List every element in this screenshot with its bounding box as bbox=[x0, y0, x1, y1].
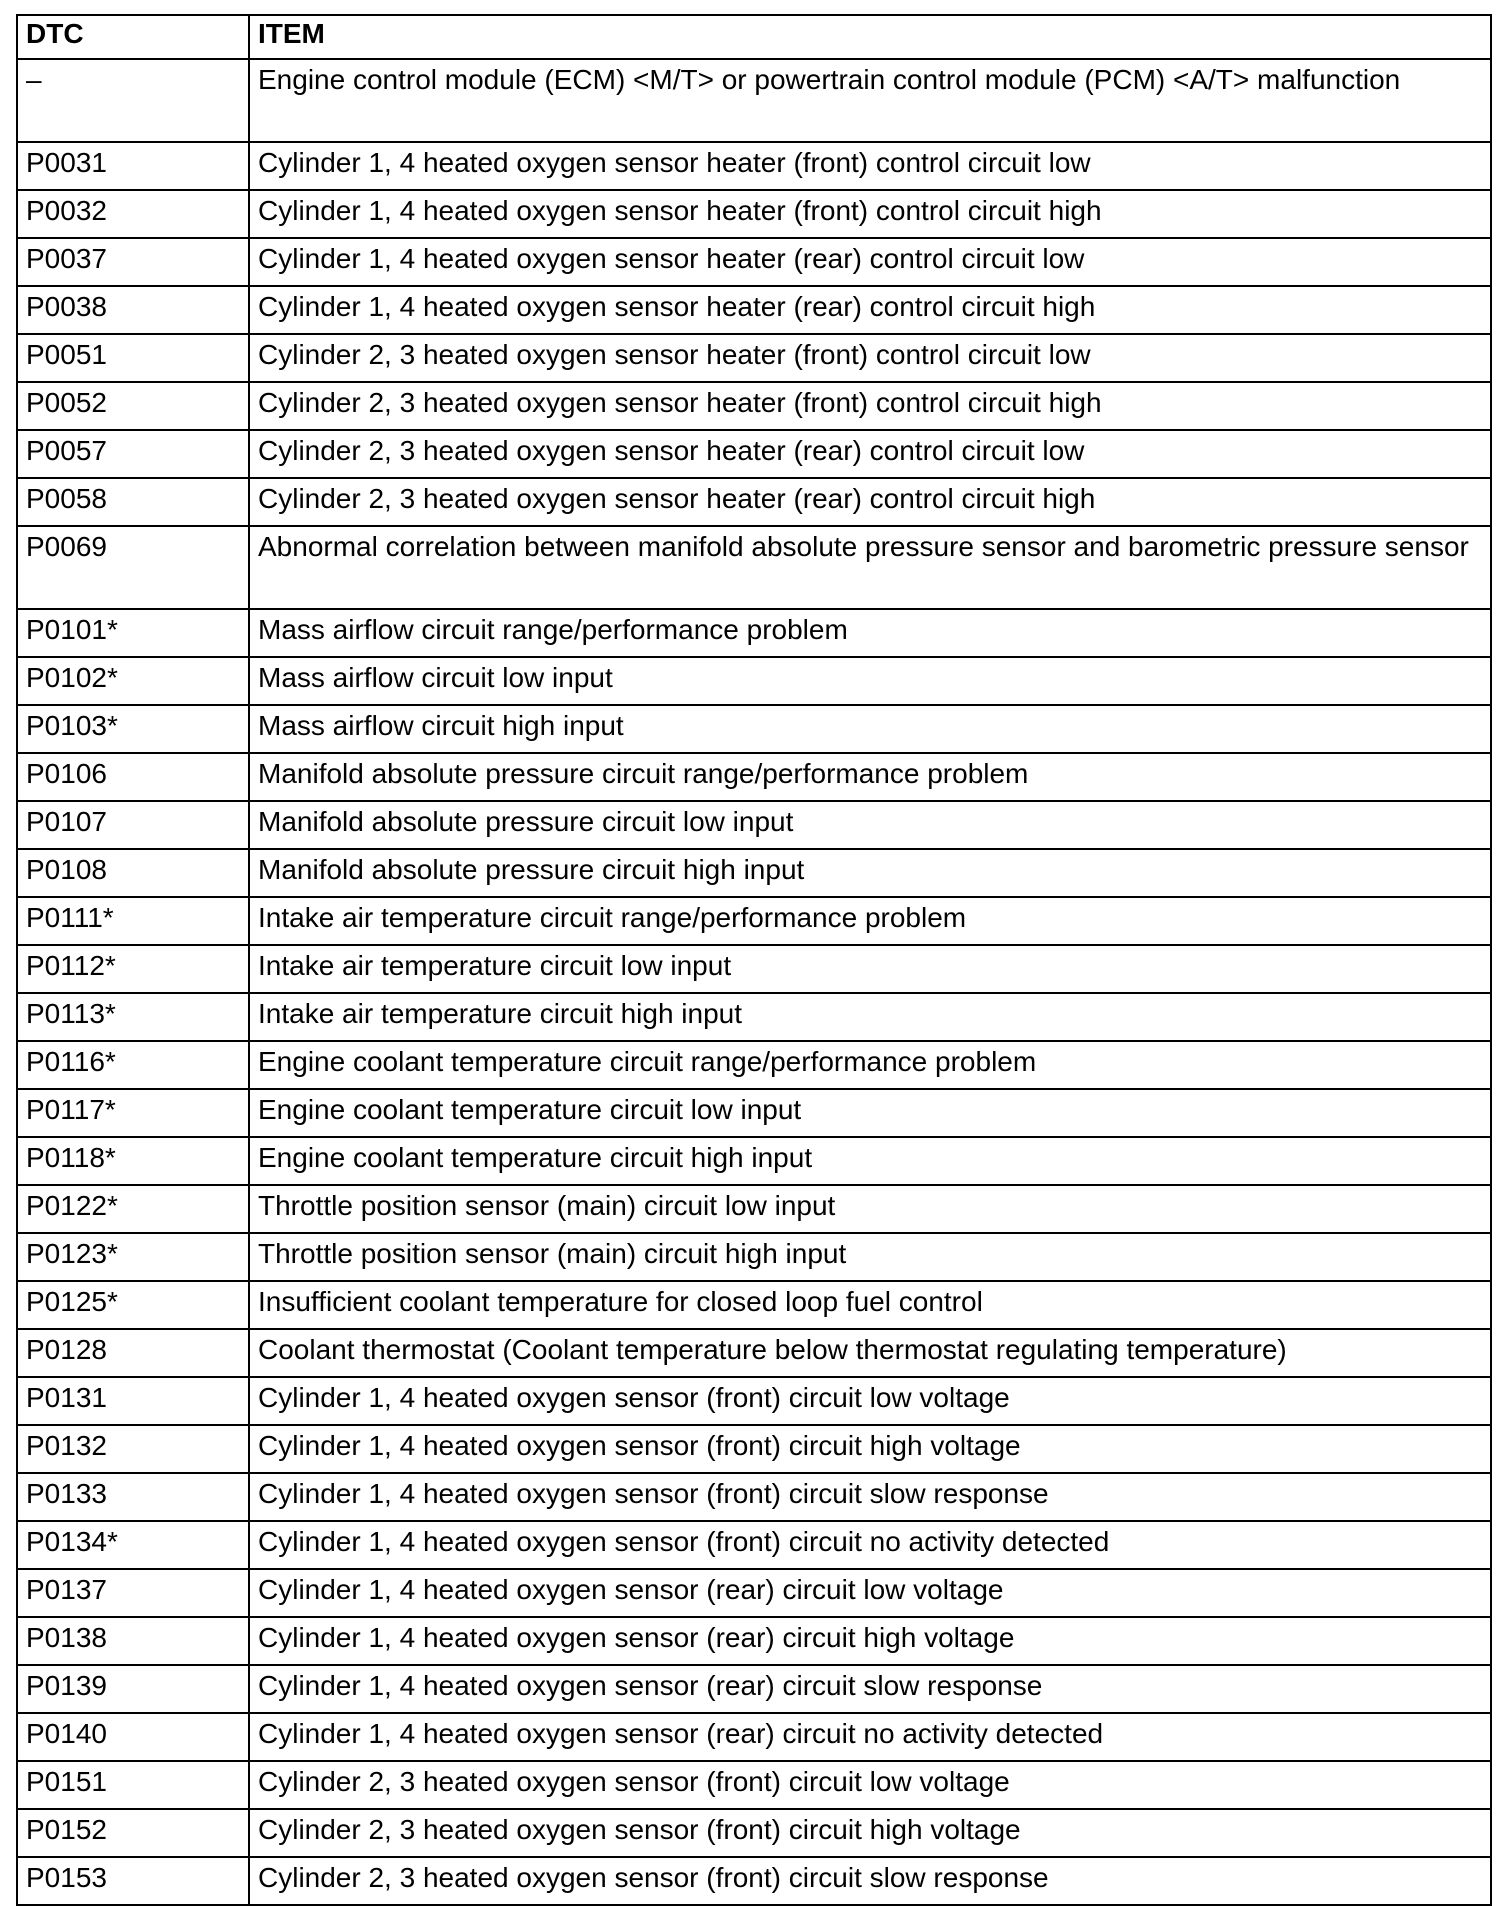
dtc-item: Intake air temperature circuit range/performance problem bbox=[249, 897, 1491, 945]
dtc-item: Cylinder 2, 3 heated oxygen sensor heater (rear) control circuit high bbox=[249, 478, 1491, 526]
dtc-code: P0140 bbox=[17, 1713, 249, 1761]
dtc-code: P0032 bbox=[17, 190, 249, 238]
dtc-item: Intake air temperature circuit high input bbox=[249, 993, 1491, 1041]
dtc-code: P0057 bbox=[17, 430, 249, 478]
dtc-item: Engine coolant temperature circuit range/performance problem bbox=[249, 1041, 1491, 1089]
dtc-item: Cylinder 1, 4 heated oxygen sensor (rear) circuit no activity detected bbox=[249, 1713, 1491, 1761]
table-row bbox=[17, 334, 1491, 382]
dtc-code: P0113* bbox=[17, 993, 249, 1041]
table-row bbox=[17, 849, 1491, 897]
dtc-item: Cylinder 2, 3 heated oxygen sensor heater (rear) control circuit low bbox=[249, 430, 1491, 478]
dtc-item: Abnormal correlation between manifold absolute pressure sensor and barometric pressure sensor bbox=[249, 526, 1491, 609]
dtc-item: Mass airflow circuit low input bbox=[249, 657, 1491, 705]
header-item: ITEM bbox=[249, 15, 1491, 59]
dtc-item: Cylinder 1, 4 heated oxygen sensor (front) circuit slow response bbox=[249, 1473, 1491, 1521]
table-body bbox=[17, 59, 1491, 1905]
dtc-code: P0031 bbox=[17, 142, 249, 190]
dtc-code: P0134* bbox=[17, 1521, 249, 1569]
dtc-code: P0139 bbox=[17, 1665, 249, 1713]
table-row bbox=[17, 1713, 1491, 1761]
table-row bbox=[17, 286, 1491, 334]
dtc-code: P0137 bbox=[17, 1569, 249, 1617]
dtc-code: P0069 bbox=[17, 526, 249, 609]
dtc-code: P0152 bbox=[17, 1809, 249, 1857]
table-row bbox=[17, 1185, 1491, 1233]
dtc-item: Engine coolant temperature circuit high input bbox=[249, 1137, 1491, 1185]
dtc-code: P0128 bbox=[17, 1329, 249, 1377]
dtc-item: Coolant thermostat (Coolant temperature below thermostat regulating temperature) bbox=[249, 1329, 1491, 1377]
dtc-item: Mass airflow circuit range/performance problem bbox=[249, 609, 1491, 657]
table-row bbox=[17, 1377, 1491, 1425]
dtc-item: Cylinder 1, 4 heated oxygen sensor (rear) circuit low voltage bbox=[249, 1569, 1491, 1617]
dtc-code: P0107 bbox=[17, 801, 249, 849]
table-row bbox=[17, 238, 1491, 286]
table-row bbox=[17, 1809, 1491, 1857]
dtc-code: – bbox=[17, 59, 249, 142]
dtc-code: P0103* bbox=[17, 705, 249, 753]
table-row bbox=[17, 1281, 1491, 1329]
table-row bbox=[17, 657, 1491, 705]
dtc-item: Cylinder 1, 4 heated oxygen sensor heater (rear) control circuit high bbox=[249, 286, 1491, 334]
dtc-code: P0153 bbox=[17, 1857, 249, 1905]
table-row bbox=[17, 59, 1491, 142]
table-row bbox=[17, 526, 1491, 609]
dtc-item: Manifold absolute pressure circuit low input bbox=[249, 801, 1491, 849]
dtc-item: Cylinder 1, 4 heated oxygen sensor (front) circuit no activity detected bbox=[249, 1521, 1491, 1569]
table-row bbox=[17, 1137, 1491, 1185]
dtc-code: P0131 bbox=[17, 1377, 249, 1425]
dtc-item: Cylinder 1, 4 heated oxygen sensor heater (rear) control circuit low bbox=[249, 238, 1491, 286]
dtc-item: Cylinder 1, 4 heated oxygen sensor heater (front) control circuit low bbox=[249, 142, 1491, 190]
dtc-code: P0058 bbox=[17, 478, 249, 526]
dtc-code: P0123* bbox=[17, 1233, 249, 1281]
table-header-row bbox=[17, 15, 1491, 59]
dtc-item: Throttle position sensor (main) circuit low input bbox=[249, 1185, 1491, 1233]
dtc-item: Cylinder 1, 4 heated oxygen sensor heater (front) control circuit high bbox=[249, 190, 1491, 238]
dtc-code: P0117* bbox=[17, 1089, 249, 1137]
table-row bbox=[17, 142, 1491, 190]
dtc-code: P0106 bbox=[17, 753, 249, 801]
table-row bbox=[17, 1665, 1491, 1713]
dtc-item: Cylinder 1, 4 heated oxygen sensor (rear) circuit slow response bbox=[249, 1665, 1491, 1713]
table-row bbox=[17, 1857, 1491, 1905]
dtc-code: P0112* bbox=[17, 945, 249, 993]
dtc-item: Cylinder 2, 3 heated oxygen sensor (front) circuit slow response bbox=[249, 1857, 1491, 1905]
dtc-item: Cylinder 2, 3 heated oxygen sensor (front) circuit high voltage bbox=[249, 1809, 1491, 1857]
dtc-code: P0102* bbox=[17, 657, 249, 705]
dtc-code: P0101* bbox=[17, 609, 249, 657]
dtc-code: P0111* bbox=[17, 897, 249, 945]
table-row bbox=[17, 945, 1491, 993]
dtc-item: Cylinder 2, 3 heated oxygen sensor heater (front) control circuit low bbox=[249, 334, 1491, 382]
table-row bbox=[17, 705, 1491, 753]
table-row bbox=[17, 609, 1491, 657]
dtc-code: P0122* bbox=[17, 1185, 249, 1233]
dtc-item: Insufficient coolant temperature for closed loop fuel control bbox=[249, 1281, 1491, 1329]
table-row bbox=[17, 1521, 1491, 1569]
dtc-code: P0151 bbox=[17, 1761, 249, 1809]
dtc-code: P0132 bbox=[17, 1425, 249, 1473]
table-row bbox=[17, 801, 1491, 849]
dtc-code: P0118* bbox=[17, 1137, 249, 1185]
table-row bbox=[17, 1425, 1491, 1473]
header-dtc: DTC bbox=[17, 15, 249, 59]
dtc-item: Cylinder 1, 4 heated oxygen sensor (front) circuit high voltage bbox=[249, 1425, 1491, 1473]
table-row bbox=[17, 1473, 1491, 1521]
dtc-code: P0116* bbox=[17, 1041, 249, 1089]
dtc-item: Cylinder 1, 4 heated oxygen sensor (front) circuit low voltage bbox=[249, 1377, 1491, 1425]
dtc-code: P0051 bbox=[17, 334, 249, 382]
table-row bbox=[17, 1041, 1491, 1089]
dtc-table bbox=[16, 14, 1492, 1906]
dtc-item: Cylinder 2, 3 heated oxygen sensor (front) circuit low voltage bbox=[249, 1761, 1491, 1809]
dtc-item: Mass airflow circuit high input bbox=[249, 705, 1491, 753]
dtc-item: Engine control module (ECM) <M/T> or powertrain control module (PCM) <A/T> malfunction bbox=[249, 59, 1491, 142]
table-row bbox=[17, 1617, 1491, 1665]
dtc-code: P0108 bbox=[17, 849, 249, 897]
table-row bbox=[17, 993, 1491, 1041]
dtc-code: P0125* bbox=[17, 1281, 249, 1329]
dtc-item: Throttle position sensor (main) circuit high input bbox=[249, 1233, 1491, 1281]
dtc-code: P0052 bbox=[17, 382, 249, 430]
dtc-code: P0038 bbox=[17, 286, 249, 334]
table-row bbox=[17, 382, 1491, 430]
dtc-item: Intake air temperature circuit low input bbox=[249, 945, 1491, 993]
dtc-item: Manifold absolute pressure circuit range/performance problem bbox=[249, 753, 1491, 801]
table-row bbox=[17, 1089, 1491, 1137]
table-row bbox=[17, 897, 1491, 945]
table-row bbox=[17, 1569, 1491, 1617]
table-row bbox=[17, 1761, 1491, 1809]
dtc-code: P0138 bbox=[17, 1617, 249, 1665]
dtc-item: Engine coolant temperature circuit low input bbox=[249, 1089, 1491, 1137]
table-row bbox=[17, 1329, 1491, 1377]
table-row bbox=[17, 753, 1491, 801]
dtc-item: Manifold absolute pressure circuit high input bbox=[249, 849, 1491, 897]
dtc-item: Cylinder 2, 3 heated oxygen sensor heater (front) control circuit high bbox=[249, 382, 1491, 430]
table-row bbox=[17, 478, 1491, 526]
dtc-item: Cylinder 1, 4 heated oxygen sensor (rear) circuit high voltage bbox=[249, 1617, 1491, 1665]
table-row bbox=[17, 430, 1491, 478]
table-row bbox=[17, 190, 1491, 238]
table-row bbox=[17, 1233, 1491, 1281]
dtc-code: P0037 bbox=[17, 238, 249, 286]
dtc-code: P0133 bbox=[17, 1473, 249, 1521]
